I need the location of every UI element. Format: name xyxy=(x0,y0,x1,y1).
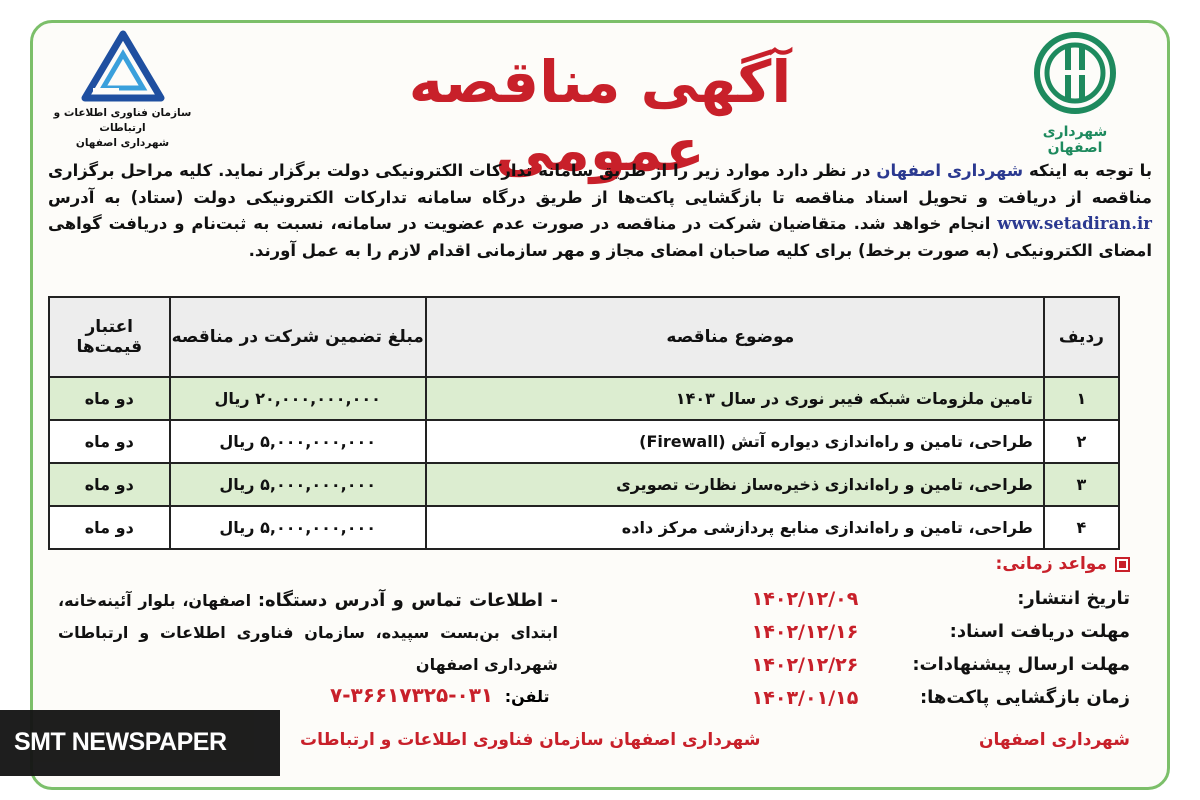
triangle-logo-icon xyxy=(81,30,165,102)
header-idx: ردیف xyxy=(1044,297,1119,377)
setad-url-link[interactable]: www.setadiran.ir xyxy=(997,214,1152,233)
table-header-row xyxy=(49,297,1119,377)
schedule-date: ۱۴۰۲/۱۲/۲۶ xyxy=(751,654,859,676)
row-idx: ۳ xyxy=(1044,463,1119,506)
ict-org-caption-line2: شهرداری اصفهان xyxy=(75,137,170,149)
row-subject: تامین ملزومات شبکه فیبر نوری در سال ۱۴۰۳ xyxy=(426,377,1044,420)
phone-line xyxy=(330,683,550,707)
intro-org-name: شهرداری اصفهان xyxy=(876,161,1024,180)
phone-label: تلفن: xyxy=(504,687,550,706)
schedule-label: مهلت ارسال پیشنهادات: xyxy=(912,654,1130,675)
watermark-text: SMT NEWSPAPER xyxy=(14,728,227,756)
schedule-title xyxy=(996,554,1130,574)
row-subject: طراحی، تامین و راه‌اندازی ذخیره‌ساز نظارت تصویری xyxy=(426,463,1044,506)
ict-org-logo xyxy=(40,30,205,151)
row-subject: طراحی، تامین و راه‌اندازی منابع پردازشی مرکز داده xyxy=(426,506,1044,549)
intro-text-1: با توجه به اینکه xyxy=(1029,161,1153,180)
page-title: آگهی مناقصه عمومی xyxy=(408,48,792,184)
row-amount: ۵,۰۰۰,۰۰۰,۰۰۰ ریال xyxy=(170,420,426,463)
schedule-item xyxy=(710,621,1130,651)
contact-block xyxy=(58,585,558,681)
ict-org-caption-line1: سازمان فناوری اطلاعات و ارتباطات xyxy=(53,107,192,134)
row-idx: ۴ xyxy=(1044,506,1119,549)
tender-table xyxy=(48,296,1120,550)
schedule-label: تاریخ انتشار: xyxy=(1017,588,1130,609)
schedule-item xyxy=(710,654,1130,684)
row-validity: دو ماه xyxy=(49,463,170,506)
schedule-label: زمان بازگشایی پاکت‌ها: xyxy=(919,687,1130,708)
table-row xyxy=(49,377,1119,420)
ict-signature: شهرداری اصفهان سازمان فناوری اطلاعات و ارتباطات xyxy=(300,730,761,750)
row-amount: ۵,۰۰۰,۰۰۰,۰۰۰ ریال xyxy=(170,463,426,506)
schedule-date: ۱۴۰۲/۱۲/۱۶ xyxy=(751,621,859,643)
row-amount: ۵,۰۰۰,۰۰۰,۰۰۰ ریال xyxy=(170,506,426,549)
row-validity: دو ماه xyxy=(49,377,170,420)
row-amount: ۲۰,۰۰۰,۰۰۰,۰۰۰ ریال xyxy=(170,377,426,420)
municipality-logo xyxy=(1020,30,1130,156)
table-row xyxy=(49,506,1119,549)
municipality-signature: شهرداری اصفهان xyxy=(979,730,1130,750)
intro-paragraph xyxy=(48,158,1152,264)
row-validity: دو ماه xyxy=(49,506,170,549)
intro-text-2: در نظر دارد موارد زیر را از طریق سامانه تدارکات الکترونیکی دولت برگزار نماید. کلیه مراحل برگزاری مناقصه از دریافت و تحویل اسناد مناقصه تا بازگشایی پاکت‌ها از طریق درگاه سامانه تدارکات الکترونیکی دولت (ستاد) به آدرس xyxy=(48,161,1152,207)
header-validity: اعتبار قیمت‌ها xyxy=(49,297,170,377)
row-subject: طراحی، تامین و راه‌اندازی دیواره آتش (Firewall) xyxy=(426,420,1044,463)
bullet-square-icon xyxy=(1115,557,1130,572)
schedule-item xyxy=(710,687,1130,717)
schedule-title-text: مواعد زمانی: xyxy=(995,554,1107,574)
intro-text-3: انجام خواهد شد. متقاضیان شرکت در مناقصه در صورت عدم عضویت در سامانه، نسبت به ثبت‌نام و دریافت گواهی امضای الکترونیکی (به صورت برخط) برای کلیه صاحبان امضای مجاز و مهر سازمانی اقدام لازم را به عمل آورند. xyxy=(48,214,1152,260)
municipality-logo-caption: شهرداری اصفهان xyxy=(1042,124,1108,156)
schedule-label: مهلت دریافت اسناد: xyxy=(949,621,1130,642)
header-amount: مبلغ تضمین شرکت در مناقصه xyxy=(170,297,426,377)
schedule-item xyxy=(710,588,1130,618)
row-validity: دو ماه xyxy=(49,420,170,463)
schedule-date: ۱۴۰۲/۱۲/۰۹ xyxy=(751,588,859,610)
row-idx: ۱ xyxy=(1044,377,1119,420)
table-row xyxy=(49,420,1119,463)
contact-address: اصفهان، بلوار آئینه‌خانه، ابتدای بن‌بست سپیده، سازمان فناوری اطلاعات و ارتباطات شهرداری اصفهان xyxy=(58,591,558,674)
schedule-date: ۱۴۰۳/۰۱/۱۵ xyxy=(751,687,859,709)
header-subject: موضوع مناقصه xyxy=(426,297,1044,377)
table-row xyxy=(49,463,1119,506)
municipality-emblem-icon xyxy=(1032,30,1118,116)
contact-heading: - اطلاعات تماس و آدرس دستگاه: xyxy=(257,590,559,611)
smt-newspaper-watermark xyxy=(0,710,280,776)
phone-number: ۰۳۱-۳۶۶۱۷۳۲۵-۷ xyxy=(330,683,494,707)
row-idx: ۲ xyxy=(1044,420,1119,463)
